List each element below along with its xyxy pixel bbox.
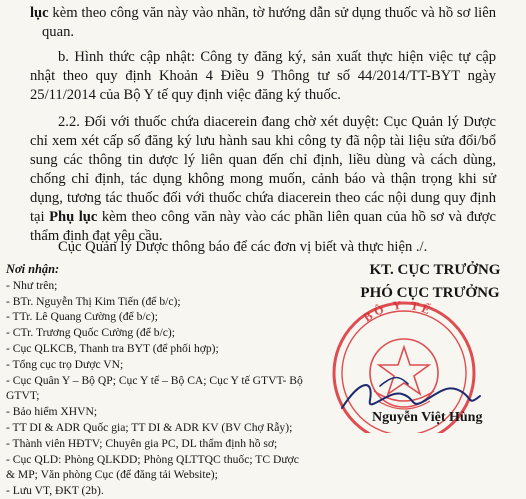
text-line: b. Hình thức cập nhật: Công ty đăng ký, sản xuất thực hiện việc tự cập	[58, 49, 496, 65]
recipient-item: - Cục QLKCB, Thanh tra BYT (để phối hợp);	[6, 341, 219, 355]
recipient-item: - Bảo hiểm XHVN;	[6, 405, 98, 419]
recipient-item: - Lưu VT, ĐKT (2b).	[6, 484, 104, 498]
recipient-item: - Cục QLD: Phòng QLKDD; Phòng QLTTQC thuốc; TC Dược	[6, 452, 299, 466]
recipient-item: - Tổng cục trọ Dược VN;	[6, 357, 124, 371]
paragraph-continuation	[30, 4, 496, 42]
text-line: chống chỉ định, tác dụng không mong muốn, cảnh báo và thận trọng khi sử	[30, 171, 496, 187]
recipient-item: - TT DI & ADR Quốc gia; TT DI & ADR KV (BV Chợ Rẫy);	[6, 420, 293, 434]
svg-text:BỘ Y TẾ	[361, 298, 436, 325]
signer-title-primary: KT. CỤC TRƯỞNG	[369, 262, 501, 278]
recipient-item: - CTr. Trương Quốc Cường (để b/c);	[6, 326, 176, 340]
recipient-item: GTVT;	[6, 389, 40, 403]
paragraph-2-2-pending-review	[30, 113, 496, 246]
text-line: dụng, tương tác thuốc đối với thuốc chứa diacerein theo các nội dung quy định	[30, 190, 496, 206]
text-line: thẩm định đạt yêu cầu.	[30, 228, 163, 244]
notification-line: Cục Quản lý Dược thông báo để các đơn vị biết và thực hiện ./.	[58, 239, 428, 255]
recipient-item: & MP; Văn phòng Cục (để đăng tải Website);	[6, 468, 218, 482]
text-line: lục kèm theo công văn này vào nhãn, tờ hướng dẫn sử dụng thuốc và hồ sơ liên	[30, 5, 496, 21]
text-line: sung các thông tin dược lý liên quan đến chỉ định, liều dùng và cách dùng,	[30, 152, 496, 168]
recipient-item: - Thành viên HĐTV; Chuyên gia PC, DL thẩm định hồ sơ;	[6, 436, 278, 450]
seal-text: BỘ Y TẾ	[360, 297, 436, 325]
bold-term: Phụ lục	[49, 209, 98, 225]
bold-term: lục	[30, 5, 49, 21]
recipient-item: - Như trên;	[6, 278, 58, 292]
text-line: 25/11/2014 của Bộ Y tế quy định việc đăng ký thuốc.	[30, 87, 341, 103]
recipients-heading: Nơi nhận:	[6, 262, 60, 276]
signer-name: Nguyễn Việt Hùng	[372, 410, 483, 425]
recipient-item: - BTr. Nguyễn Thị Kim Tiến (để b/c);	[6, 294, 181, 308]
recipient-item: - TTr. Lê Quang Cường (để b/c);	[6, 310, 158, 324]
text-line: quan.	[42, 24, 75, 40]
recipient-item: - Cục Quân Y – Bộ QP; Cục Y tế – Bộ CA; Cục Y tế GTVT- Bộ	[6, 373, 303, 387]
text-line: 2.2. Đối với thuốc chứa diacerein đang chờ xét duyệt: Cục Quản lý Dược	[58, 114, 496, 130]
recipients-list	[6, 262, 336, 499]
text-line: nhật theo quy định Khoản 4 Điều 9 Thông tư số 44/2014/TT-BYT ngày	[30, 68, 496, 84]
signer-title-deputy: PHÓ CỤC TRƯỞNG	[360, 285, 500, 301]
paragraph-b-update-form	[30, 48, 496, 105]
text-line: tại Phụ lục kèm theo công văn này vào các phần liên quan của hồ sơ và được	[30, 209, 496, 225]
text-line: chỉ xem xét cấp số đăng ký lưu hành sau khi công ty đã nộp tài liệu sửa đổi/bổ	[30, 133, 496, 149]
